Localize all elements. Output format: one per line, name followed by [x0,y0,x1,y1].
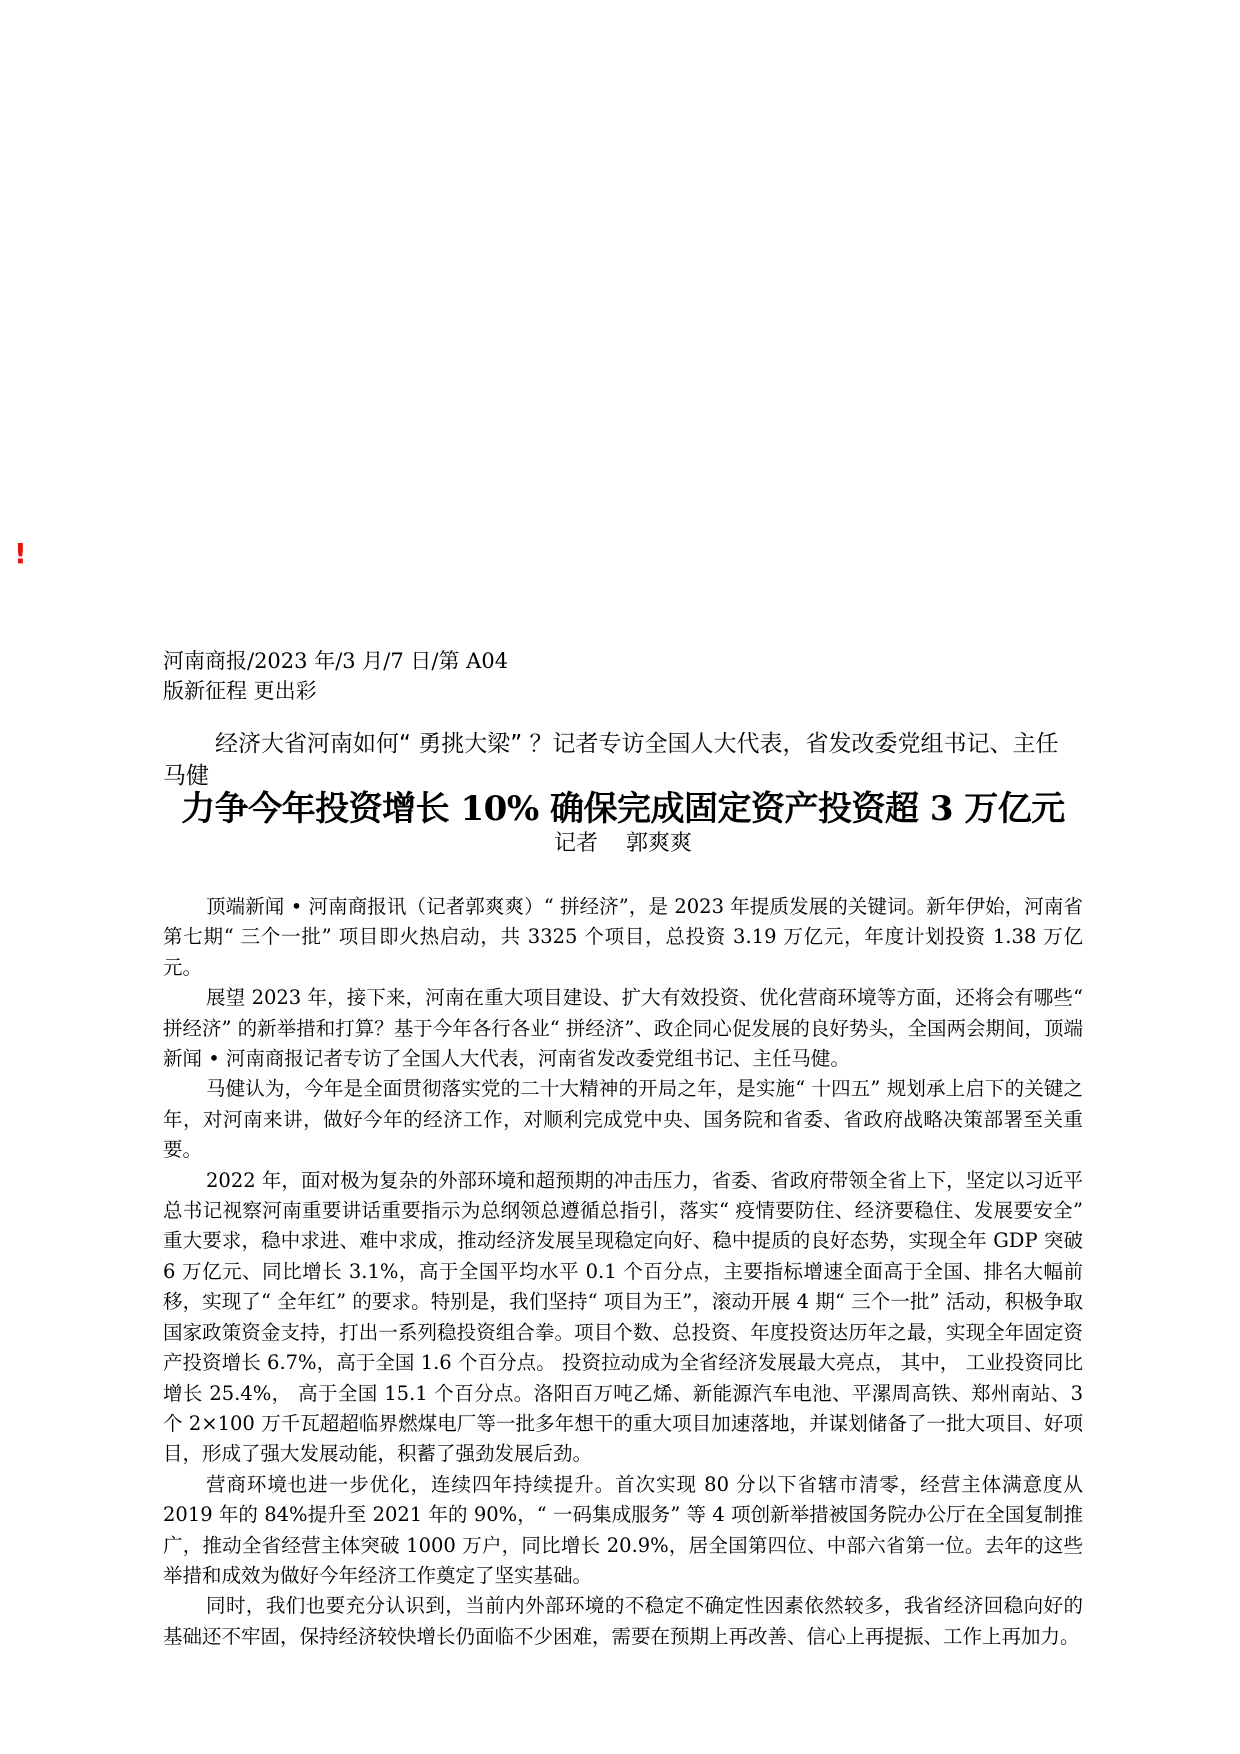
kicker-subtitle: 经济大省河南如何“ 勇挑大梁” ？记者专访全国人大代表，省发改委党组书记、主任马健 [163,731,1059,789]
paragraph-4: 2022 年，面对极为复杂的外部环境和超预期的冲击压力，省委、省政府带领全省上下，坚定以习近平总书记视察河南重要讲话重要指示为总纲领总遵循总指引，落实“ 疫情要防住、经济要稳住、发展要安全” 重大要求，稳中求进、难中求成，推动经济发展呈现稳定向好、稳中提质的良好态势，实现全年 GDP 突破 6 万亿元、同比增长 3.1%，高于全国平均水平 0.1 个百分点，主要指标增速全面高于全国、排名大幅前移，实现了“ 全年红” 的要求。特别是，我们坚持“ 项目为王”，滚动开展 4 期“ 三个一批” 活动，积极争取国家政策资金支持，打出一系列稳投资组合拳。项目个数、总投资、年度投资达历年之最，实现全年固定资产投资增长 6.7%，高于全国 1.6 个百分点。 投资拉动成为全省经济发展最大亮点， 其中， 工业投资同比增长 25.4%， 高于全国 15.1 个百分点。洛阳百万吨乙烯、新能源汽车电池、平漯周高铁、郑州南站、3 个 2×100 万千瓦超超临界燃煤电厂等一批多年想干的重大项目加速落地，并谋划储备了一批大项目、好项目，形成了强大发展动能，积蓄了强劲发展后劲。 [163,1168,1083,1466]
article-body [163,892,1083,1652]
section-line: 版新征程 更出彩 [163,679,317,703]
paragraph-6: 同时，我们也要充分认识到，当前内外部环境的不稳定不确定性因素依然较多，我省经济回稳向好的基础还不牢固，保持经济较快增长仍面临不少困难，需要在预期上再改善、信心上再提振、工作上再加力。 [163,1594,1083,1648]
source-line: 河南商报/2023 年/3 月/7 日/第 A04 [163,649,509,673]
paragraph-2: 展望 2023 年，接下来，河南在重大项目建设、扩大有效投资、优化营商环境等方面，还将会有哪些“ 拼经济” 的新举措和打算？基于今年各行各业“ 拼经济”、政企同心促发展的良好势头，全国两会期间，顶端新闻 • 河南商报记者专访了全国人大代表，河南省发改委党组书记、主任马健。 [163,986,1083,1071]
publication-info [163,646,583,706]
headline: 力争今年投资增长 10% 确保完成固定资产投资超 3 万亿元 [181,789,1065,829]
byline: 记者 郭爽爽 [554,831,692,856]
paragraph-1: 顶端新闻 • 河南商报讯（记者郭爽爽）“ 拼经济”，是 2023 年提质发展的关键词。新年伊始，河南省第七期“ 三个一批” 项目即火热启动，共 3325 个项目，总投资 3.19 万亿元，年度计划投资 1.38 万亿元。 [163,895,1083,979]
paragraph-3: 马健认为，今年是全面贯彻落实党的二十大精神的开局之年，是实施“ 十四五” 规划承上启下的关键之年，对河南来讲，做好今年的经济工作，对顺利完成党中央、国务院和省委、省政府战略决策部署至关重要。 [163,1077,1083,1162]
paragraph-5: 营商环境也进一步优化，连续四年持续提升。首次实现 80 分以下省辖市清零，经营主体满意度从 2019 年的 84%提升至 2021 年的 90%，“ 一码集成服务” 等 4 项创新举措被国务院办公厅在全国复制推广，推动全省经营主体突破 1000 万户，同比增长 20.9%，居全国第四位、中部六省第一位。去年的这些举措和成效为做好今年经济工作奠定了坚实基础。 [163,1472,1083,1587]
red-exclamation-mark: ! [14,537,27,570]
